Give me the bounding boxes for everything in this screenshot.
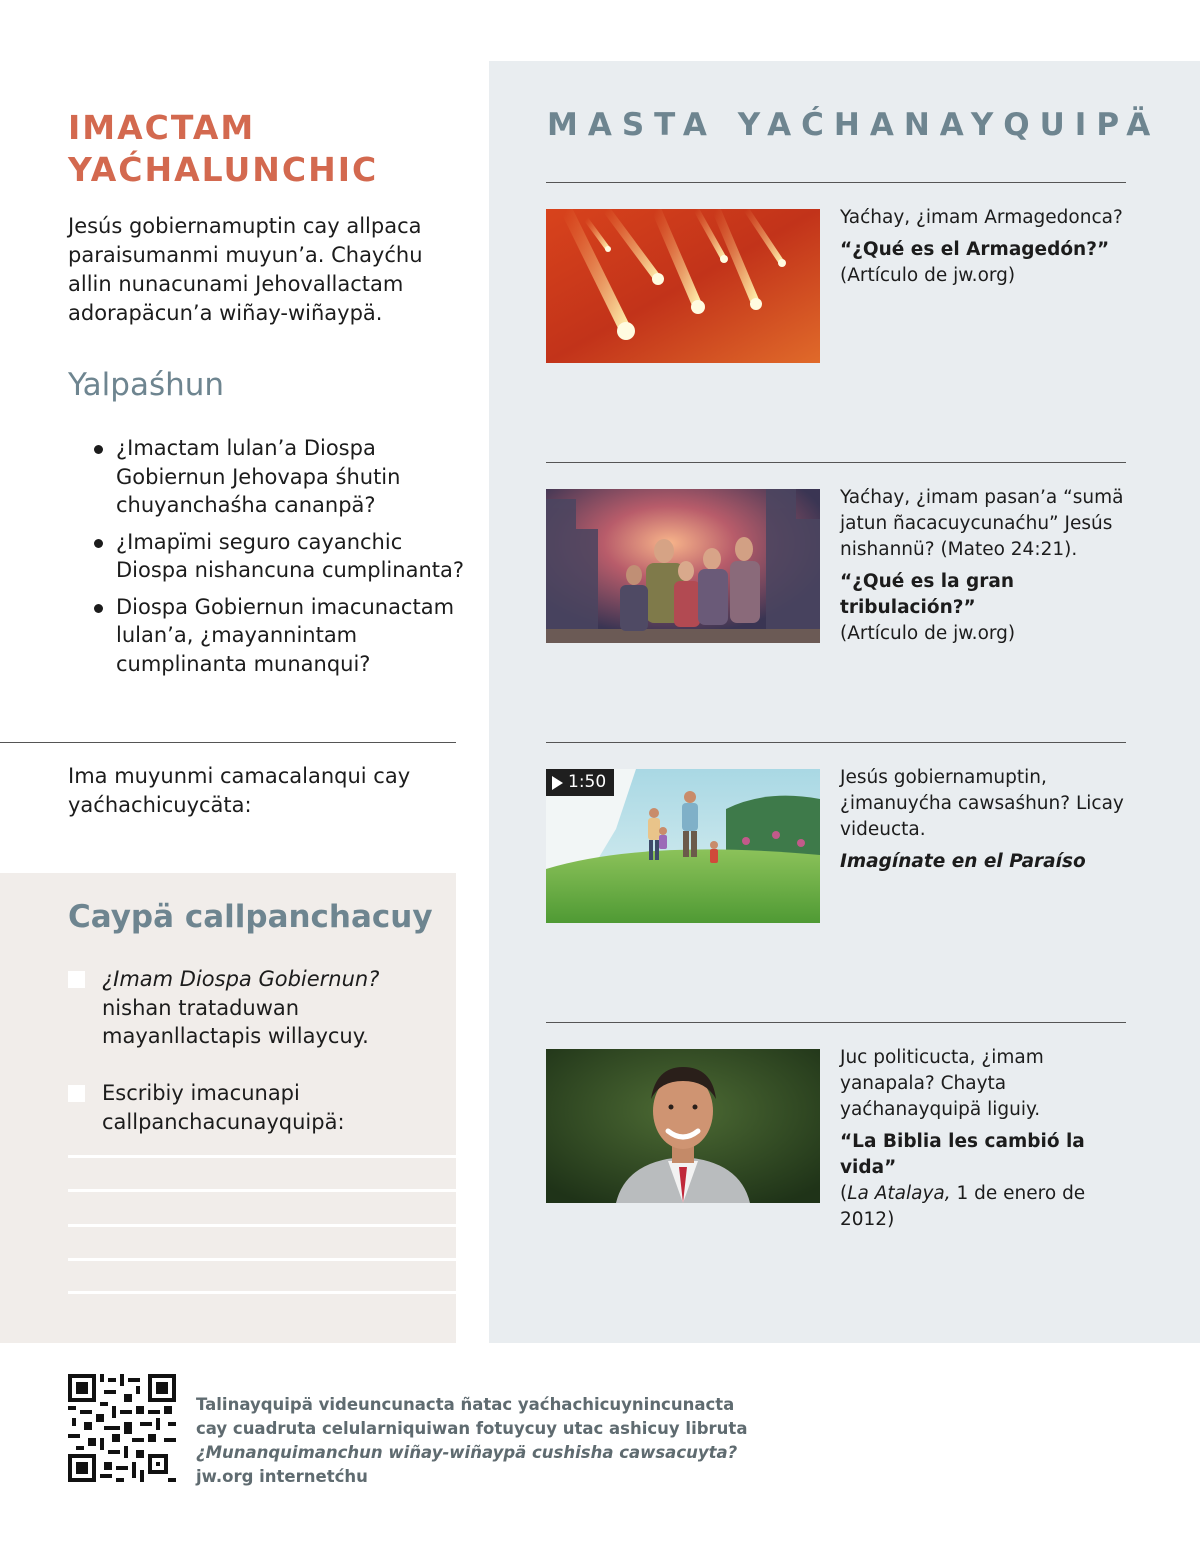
armageddon-thumbnail[interactable] <box>546 209 820 363</box>
entry-4-desc: Juc politicucta, ¿imam yanapala? Chayta yaćhanayquipä liguiy. <box>840 1047 1044 1120</box>
entry-2-text <box>840 485 1130 647</box>
goal-text-2: Escribiy imacunapi callpanchacunayquipä: <box>102 1081 345 1134</box>
entry-1-text <box>840 205 1130 289</box>
video-duration-badge <box>546 769 614 796</box>
family-tribulation-image <box>546 489 820 643</box>
write-line[interactable] <box>68 1155 456 1158</box>
entry-divider <box>546 1022 1126 1023</box>
entry-1-source: (Artículo de jw.org) <box>840 265 1016 286</box>
paradise-video-thumbnail[interactable] <box>546 769 820 923</box>
play-icon <box>552 776 563 790</box>
goals-heading: Caypä callpanchacuy <box>68 899 433 935</box>
goal-text-1 <box>102 965 442 1051</box>
qr-code[interactable] <box>68 1374 176 1482</box>
politician-thumbnail[interactable] <box>546 1049 820 1203</box>
question-item: Diospa Gobiernun imacunactam lulan’a, ¿mayannintam cumplinanta munanqui? <box>94 593 464 679</box>
entry-4-source <box>840 1181 1130 1233</box>
write-line[interactable] <box>68 1291 456 1294</box>
entry-2-link[interactable]: “¿Qué es la gran tribulación?” <box>840 571 1015 618</box>
entry-3-link[interactable]: Imagínate en el Paraíso <box>840 851 1086 872</box>
tribulation-thumbnail[interactable] <box>546 489 820 643</box>
goals-box <box>0 873 456 1343</box>
question-item: ¿Imapïmi seguro cayanchic Diospa nishancuna cumplinanta? <box>94 528 464 585</box>
entry-2-source: (Artículo de jw.org) <box>840 623 1016 644</box>
left-divider <box>0 742 456 743</box>
entry-2-desc: Yaćhay, ¿imam pasan’a “sumä jatun ñacacuycunaćhu” Jesús nishannü? (Mateo 24:21). <box>840 487 1124 560</box>
smiling-man-image <box>546 1049 820 1203</box>
next-visit-prompt: Ima muyunmi camacalanqui cay yaćhachicuycäta: <box>68 764 411 817</box>
write-line[interactable] <box>68 1224 456 1227</box>
footer-text <box>196 1393 796 1489</box>
entry-divider <box>546 462 1126 463</box>
footer-line-1: Talinayquipä videuncunacta ñatac yaćhachicuynincunacta <box>196 1395 735 1414</box>
book-title: ¿Munanquimanchun wiñay-wiñaypä cushisha cawsacuyta? <box>196 1443 738 1462</box>
write-line[interactable] <box>68 1189 456 1192</box>
learn-more-panel <box>489 61 1200 1343</box>
footer-line-3 <box>196 1441 796 1465</box>
main-title-line2: YAĆHALUNCHIC <box>68 150 379 189</box>
questions-heading: Yalpaśhun <box>68 367 225 403</box>
entry-4-text <box>840 1045 1130 1233</box>
qr-code-icon <box>68 1374 176 1482</box>
source-open: ( <box>840 1183 848 1204</box>
goal-checkbox-2[interactable] <box>68 1085 85 1102</box>
meteors-image <box>546 209 820 363</box>
main-title-line1: IMACTAM <box>68 108 256 147</box>
source-rest: 1 de enero de 2012) <box>840 1183 1086 1230</box>
learn-more-heading: MASTA YAĆHANAYQUIPÄ <box>547 107 1161 143</box>
entry-1-desc: Yaćhay, ¿imam Armagedonca? <box>840 207 1123 228</box>
entry-divider <box>546 742 1126 743</box>
entry-3-desc: Jesús gobiernamuptin, ¿imanuyćha cawsaśhun? Licay videucta. <box>840 767 1124 840</box>
video-duration: 1:50 <box>568 772 607 792</box>
goal-checkbox-1[interactable] <box>68 971 85 988</box>
main-title <box>68 107 448 191</box>
footer-website[interactable]: jw.org internetćhu <box>196 1467 368 1486</box>
entry-divider <box>546 182 1126 183</box>
footer-line-2: cay cuadruta celularniquiwan fotuycuy utac ashicuy libruta <box>196 1419 748 1438</box>
questions-list <box>94 434 464 686</box>
tract-title: ¿Imam Diospa Gobiernun? <box>102 967 380 991</box>
question-item: ¿Imactam lulan’a Diospa Gobiernun Jehovapa śhutin chuyanchaśha cananpä? <box>94 434 464 520</box>
goal-text-1-rest: nishan trataduwan mayanllactapis willaycuy. <box>102 995 369 1048</box>
entry-4-link[interactable]: “La Biblia les cambió la vida” <box>840 1131 1085 1178</box>
write-line[interactable] <box>68 1258 456 1261</box>
magazine-title: La Atalaya, <box>847 1183 951 1204</box>
entry-1-link[interactable]: “¿Qué es el Armagedón?” <box>840 239 1110 260</box>
entry-3-text <box>840 765 1130 875</box>
intro-paragraph: Jesús gobiernamuptin cay allpaca paraisumanmi muyun’a. Chayćhu allin nunacunami Jehovallactam adorapäcun’a wiñay-wiñaypä. <box>68 214 423 325</box>
